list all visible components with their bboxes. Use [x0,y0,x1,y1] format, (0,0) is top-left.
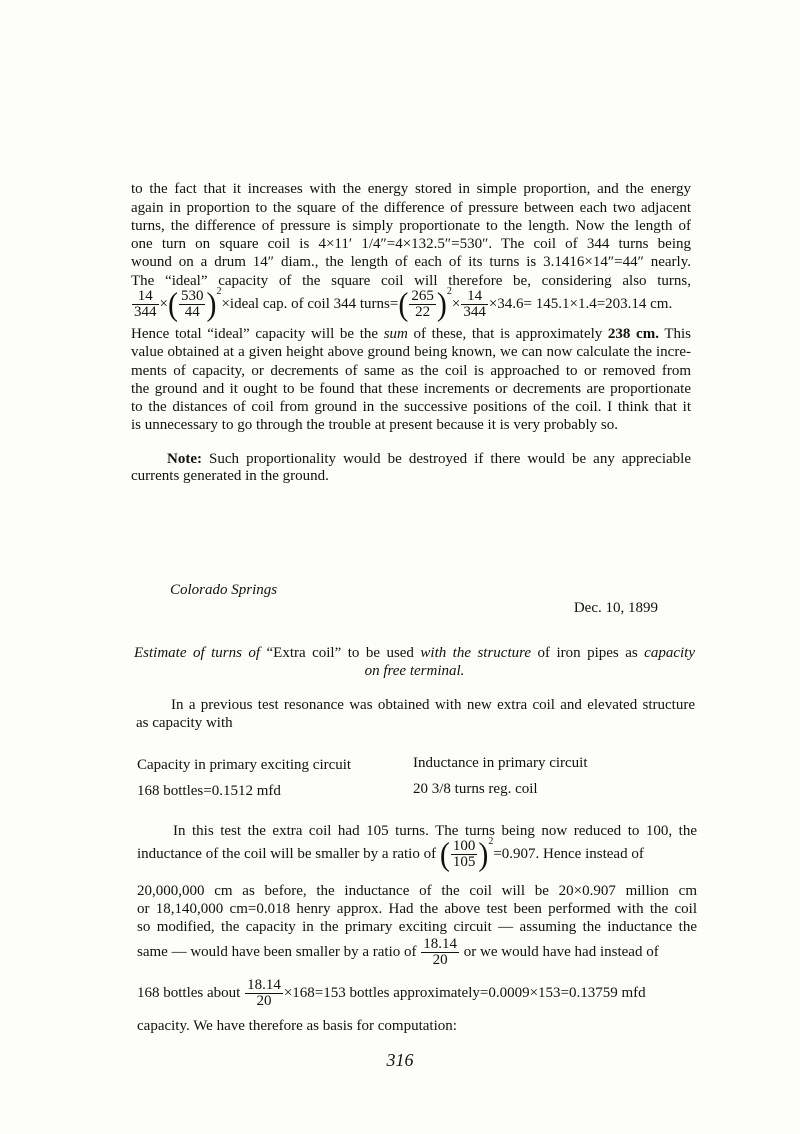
text-line: the ground and it ought to be found that these increments or decrements are proportionate [131,381,691,397]
text-line: so modified, the capacity in the primary exciting circuit — assuming the inductance the [137,919,697,935]
fraction: $\frac{265}{22}$ [411,288,434,320]
text-line: is unnecessary to go through the trouble at present because it is very probably so. [131,417,618,433]
equation-ratio-2: same — would have been smaller by a ratio of $\frac{18.14}{20}$ or we would have had instead of [137,936,659,968]
section-heading-line2: on free terminal. [364,663,465,679]
fraction: $\frac{18.14}{20}$ [423,936,457,968]
date: Dec. 10, 1899 [573,600,658,616]
text-line: turns, the difference of pressure is simply proportionate to the length. Now the length of [131,218,691,234]
text-line: or 18,140,000 cm=0.018 henry approx. Had the above test been performed with the coil [137,901,697,917]
text-line: to the fact that it increases with the energy stored in simple proportion, and the energy [131,181,691,197]
fraction: $\frac{100}{105}$ [452,838,476,870]
note-line: Note: Such proportionality would be destroyed if there would be any appreciable [167,451,691,467]
fraction: $\frac{18.14}{20}$ [247,977,281,1009]
table-header-capacity: Capacity in primary exciting circuit [137,757,352,773]
text-line: In a previous test resonance was obtained with new extra coil and elevated structure [171,697,695,713]
text-line: capacity. We have therefore as basis for computation: [137,1018,457,1034]
equation-bottles: 168 bottles about $\frac{18.14}{20}$ ×168=153 bottles approximately=0.0009×153=0.13759 mfd [137,977,646,1009]
location: Colorado Springs [170,582,278,598]
text-line: wound on a drum 14″ diam., the length of each of its turns is 3.1416×14″=44″ nearly. [131,254,691,270]
section-heading: Estimate of turns of “Extra coil” to be used with the structure of iron pipes as capacity [134,645,695,661]
page-number: 316 [386,1050,414,1070]
text-line: In this test the extra coil had 105 turns. The turns being now reduced to 100, the [173,823,697,839]
text-line: 20,000,000 cm as before, the inductance of the coil will be 20×0.907 million cm [137,883,697,899]
fraction: $\frac{14}{344}$ [463,288,486,320]
fraction: $\frac{530}{44}$ [180,288,204,320]
equation-ideal-capacity: $\frac{14}{344}$ ×( $\frac{530}{44}$ )2×ideal cap. of coil 344 turns=( $\frac{265}{22}$ )2× $\frac{14}{344}$ ×34.6= 145.1×1.4=203.14 cm. [134,285,673,323]
text-line: value obtained at a given height above ground being known, we can now calculate the incre- [131,344,691,360]
note-line: currents generated in the ground. [131,468,329,484]
table-header-inductance: Inductance in primary circuit [413,755,588,771]
equation-ratio: inductance of the coil will be smaller by a ratio of ( $\frac{100}{105}$ )2=0.907. Hence instead of [137,835,644,873]
text-line: one turn on square coil is 4×11′ 1/4″=4×132.5″=530″. The coil of 344 turns being [131,236,691,252]
text-line: ments of capacity, or decrements of same as the coil is approached to or removed from [131,363,691,379]
text-line: The “ideal” capacity of the square coil will therefore be, considering also turns, [131,273,691,289]
table-cell-capacity: 168 bottles=0.1512 mfd [137,783,281,799]
fraction: $\frac{14}{344}$ [134,288,157,320]
text-line: to the distances of coil from ground in the successive positions of the coil. I think that it [131,399,691,415]
text-line: as capacity with [136,715,233,731]
text-line: again in proportion to the square of the difference of pressure between each two adjacent [131,200,691,216]
table-cell-inductance: 20 3/8 turns reg. coil [413,781,538,797]
text-line: Hence total “ideal” capacity will be the sum of these, that is approximately 238 cm. This [131,326,692,342]
note-label: Note: [167,451,202,467]
